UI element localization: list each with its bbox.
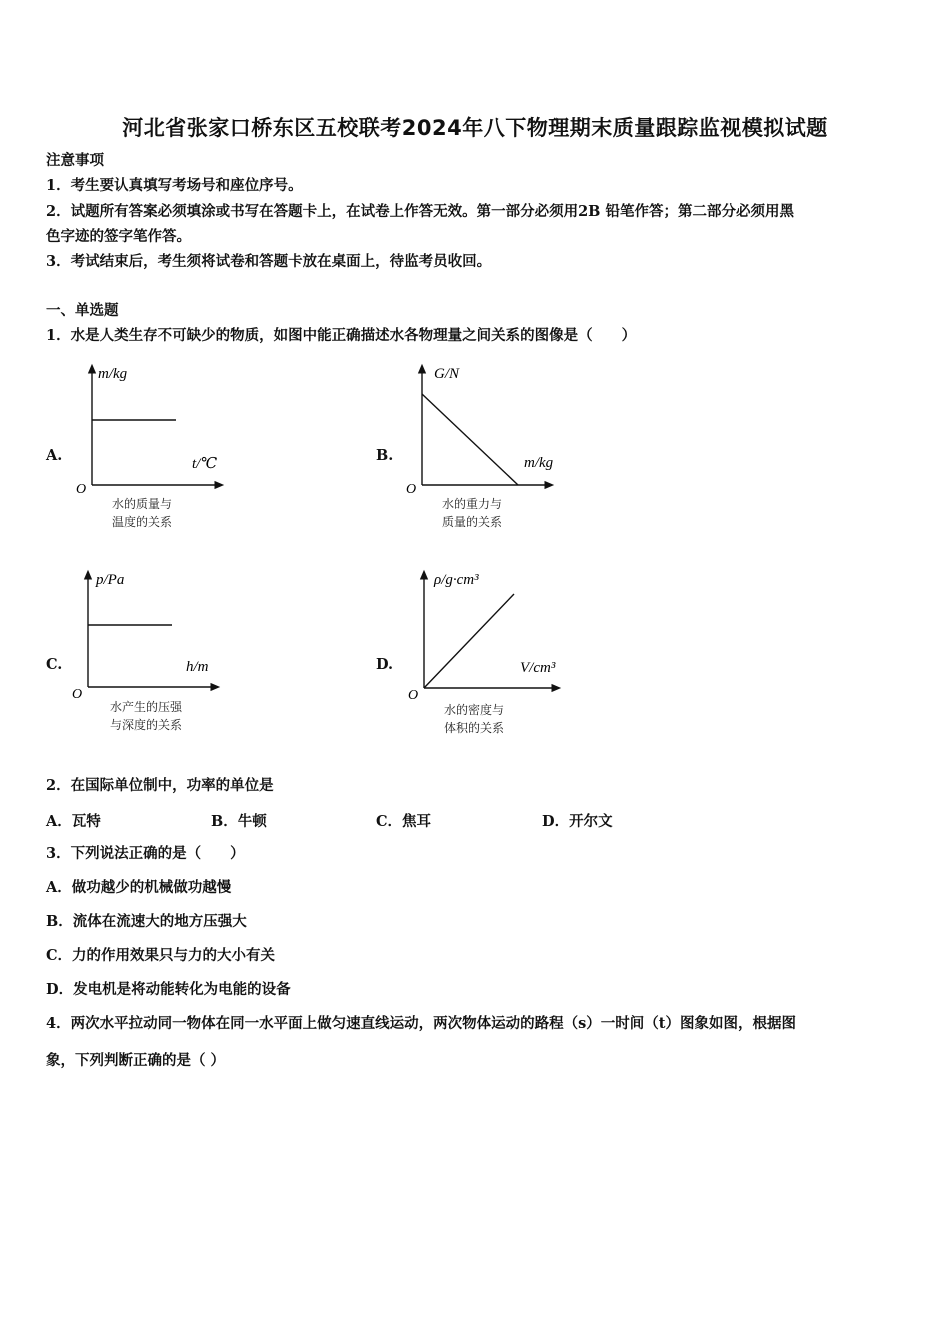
q3-choice-b[interactable]: B．流体在流速大的地方压强大 <box>46 913 247 930</box>
notice-item-2-cont: 色字迹的签字笔作答。 <box>46 228 191 245</box>
q1-option-c-graph[interactable] <box>66 568 236 747</box>
q2-choice-d[interactable]: D．开尔文 <box>542 813 613 830</box>
q1-option-a-graph[interactable] <box>70 360 240 539</box>
data-line <box>424 594 514 688</box>
q2-choice-a[interactable]: A．瓦特 <box>46 813 101 830</box>
section-heading: 一、单选题 <box>46 302 119 319</box>
q2-choice-b[interactable]: B．牛顿 <box>211 813 267 830</box>
q3-choice-c[interactable]: C．力的作用效果只与力的大小有关 <box>46 947 276 964</box>
q1-option-b-letter: B. <box>376 447 394 464</box>
y-axis-label: G/N <box>434 366 460 382</box>
q4-stem-line-1: 4．两次水平拉动同一物体在同一水平面上做匀速直线运动，两次物体运动的路程（s）一时间（t）图象如图，根据图 <box>46 1015 796 1032</box>
caption-line-2: 温度的关系 <box>112 515 173 529</box>
y-axis-label: ρ/g·cm³ <box>434 572 479 588</box>
q1-option-b-graph[interactable] <box>400 360 580 539</box>
q1-stem: 1．水是人类生存不可缺少的物质，如图中能正确描述水各物理量之间关系的图像是（ ） <box>46 327 637 344</box>
q1-option-d-letter: D. <box>376 656 394 673</box>
x-axis-label: h/m <box>186 659 209 675</box>
notice-heading: 注意事项 <box>46 152 104 169</box>
caption-line-1: 水产生的压强 <box>110 700 183 714</box>
caption-line-1: 水的质量与 <box>112 497 173 511</box>
y-axis-label: m/kg <box>98 366 128 382</box>
caption-line-2: 体积的关系 <box>444 721 505 735</box>
origin-label: O <box>406 482 417 497</box>
q4-stem-line-2: 象，下列判断正确的是（ ） <box>46 1052 226 1069</box>
origin-label: O <box>76 482 87 497</box>
caption-line-1: 水的密度与 <box>444 703 505 717</box>
q2-choice-c[interactable]: C．焦耳 <box>376 813 432 830</box>
q3-stem: 3．下列说法正确的是（ ） <box>46 845 245 862</box>
data-line <box>422 394 518 485</box>
notice-item-1: 1．考生要认真填写考场号和座位序号。 <box>46 177 303 194</box>
x-axis-label: m/kg <box>524 455 554 471</box>
exam-title: 河北省张家口桥东区五校联考2024年八下物理期末质量跟踪监视模拟试题 <box>122 116 828 140</box>
caption-line-1: 水的重力与 <box>442 497 503 511</box>
origin-label: O <box>72 687 83 702</box>
q1-option-c-letter: C. <box>46 656 63 673</box>
caption-line-2: 质量的关系 <box>442 515 503 529</box>
notice-item-2: 2．试题所有答案必须填涂或书写在答题卡上，在试卷上作答无效。第一部分必须用2B 铅笔作答；第二部分必须用黑 <box>46 203 794 220</box>
q3-choice-d[interactable]: D．发电机是将动能转化为电能的设备 <box>46 981 291 998</box>
q1-option-d-graph[interactable] <box>402 566 582 745</box>
q1-option-a-letter: A. <box>46 447 63 464</box>
notice-item-3: 3．考试结束后，考生须将试卷和答题卡放在桌面上，待监考员收回。 <box>46 253 492 270</box>
y-axis-label: p/Pa <box>96 572 125 588</box>
q3-choice-a[interactable]: A．做功越少的机械做功越慢 <box>46 879 232 896</box>
caption-line-2: 与深度的关系 <box>110 718 183 732</box>
origin-label: O <box>408 688 419 703</box>
x-axis-label: t/℃ <box>192 456 218 472</box>
x-axis-label: V/cm³ <box>520 660 556 676</box>
q2-stem: 2．在国际单位制中，功率的单位是 <box>46 777 274 794</box>
